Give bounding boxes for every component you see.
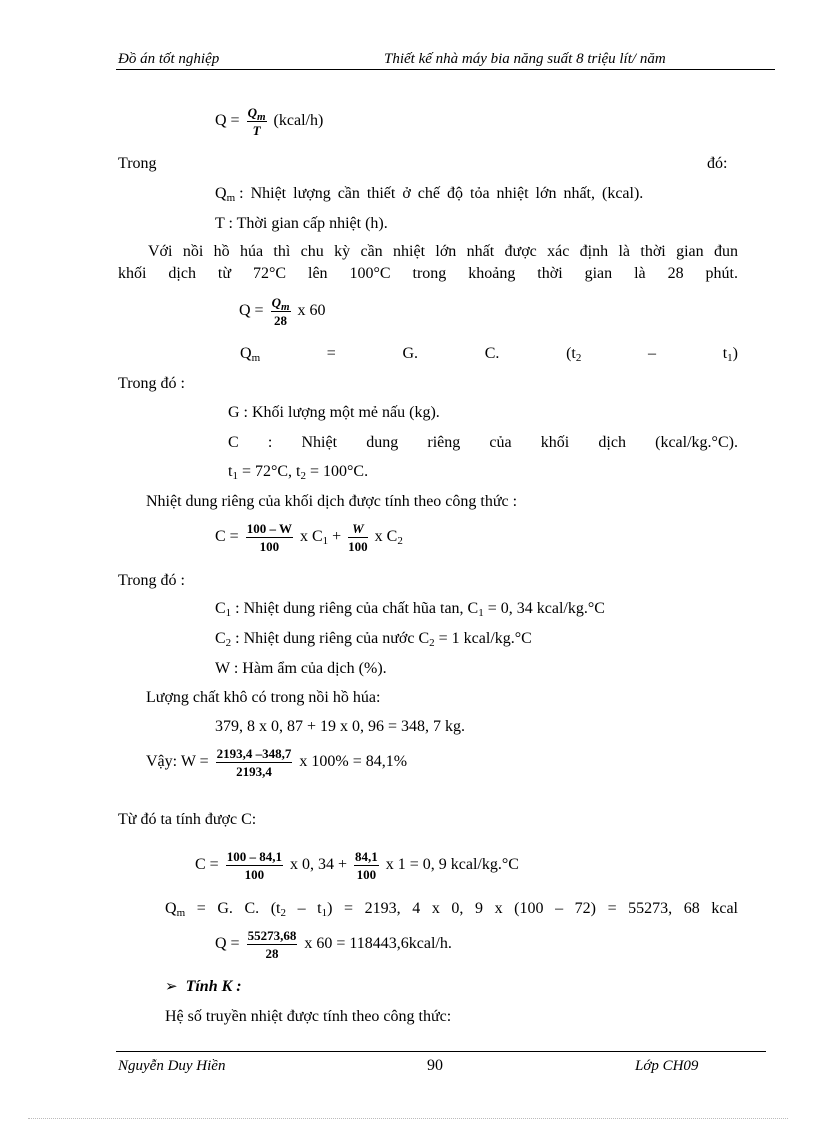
t-definition: T : Thời gian cấp nhiệt (h). [215,215,388,232]
arrow-bullet-icon: ➢ [165,977,178,995]
page-number: 90 [427,1057,443,1074]
formula-q-over-28: Q = $\frac{Q_m}{28}$ x 60 [239,295,326,328]
dry-matter-intro: Lượng chất khô có trong nồi hồ húa: [146,689,381,706]
qm-definition: $Q_m$ : Nhiệt lượng cần thiết ở chế độ tỏa nhiệt lớn nhất, (kcal). [215,185,644,204]
dry-matter-calc: 379, 8 x 0, 87 + 19 x 0, 96 = 348, 7 kg. [215,718,466,735]
para-line-1: Với nồi hồ húa thì chu kỳ cần nhiệt lớn nhất được xác định là thời gian đun [148,243,738,260]
formula-qm-gct: $Q_m$ = G. C. ($t_2$ – $t_1$) [240,345,738,364]
t-values: $t_1 = 72^\circ C$, $t_2 = 100^\circ C$. [228,463,369,482]
formula-qm-result: $Q_m = G$. C. $(t_2 - t_1) = 2193$, 4 x 0, 9 x (100 – 72) = 55273, 68 kcal [165,900,738,919]
footer-author: Nguyễn Duy Hiền [118,1058,226,1074]
do-label: đó: [707,155,728,172]
c1-definition: $C_1$ : Nhiệt dung riêng của chất hũa tan, $C_1 = 0$, 34 kcal/kg.°C [215,600,605,619]
footer-class: Lớp CH09 [635,1058,699,1074]
formula-c: C = $\frac{100 - W}{100}$ x $C_1$ + $\frac{W}{100}$ x $C_2$ [215,521,403,554]
from-text: Từ đó ta tính được C: [118,811,257,828]
g-definition: G : Khối lượng một mẻ nấu (kg). [228,404,440,421]
header-left: Đồ án tốt nghiệp [118,51,220,67]
cp-intro: Nhiệt dung riêng của khối dịch được tính theo công thức : [146,493,518,510]
tinh-k-heading: ➢ Tính K : [165,977,242,995]
he-so-text: Hệ số truyền nhiệt được tính theo công thức: [165,1008,452,1025]
c2-definition: $C_2$ : Nhiệt dung riêng của nước $C_2 = 1$ kcal/kg.°C [215,630,532,649]
formula-q-result: Q = $\frac{55273,68}{28}$ x 60 = 118443,6kcal/h. [215,928,452,961]
trong-do-2: Trong đó : [118,572,185,589]
para-line-2: khối dịch từ 72°C lên 100°C trong khoảng thời gian là 28 phút. [118,265,738,282]
footer-rule [116,1051,766,1052]
header-right: Thiết kế nhà máy bia năng suất 8 triệu lít/ năm [384,51,666,67]
page-edge-dots [28,1118,788,1119]
c-definition: C : Nhiệt dung riêng của khối dịch (kcal/kg.°C). [228,434,738,451]
w-definition: W : Hàm ẩm của dịch (%). [215,660,387,677]
trong-do-1: Trong đó : [118,375,185,392]
formula-c-result: C = $\frac{100 - 84,1}{100}$ x 0, 34 + $\frac{84,1}{100}$ x 1 = 0, 9 kcal/kg.°C [195,849,519,882]
trong-label: Trong [118,155,157,172]
formula-w: Vậy: W = $\frac{2193,4 -348,7}{2193,4}$ x 100% = 84,1% [146,746,408,779]
formula-q-over-t: Q = $\frac{Q_m}{T}$ (kcal/h) [215,105,324,138]
header-rule [116,69,775,70]
